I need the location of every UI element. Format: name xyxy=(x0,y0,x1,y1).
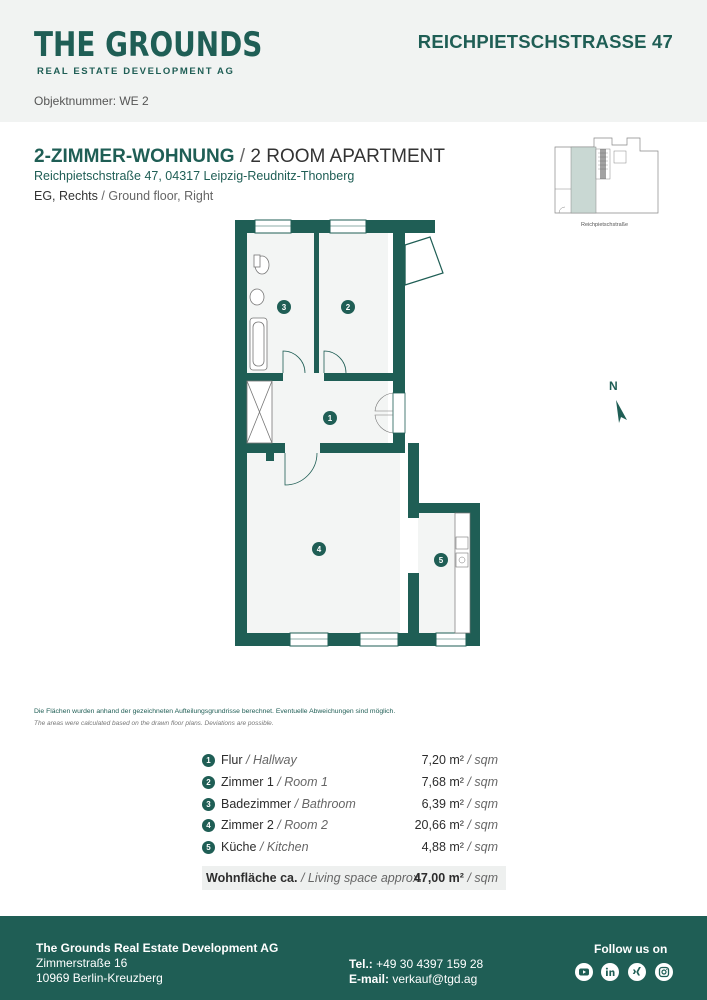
total-area-unit: / sqm xyxy=(463,871,498,885)
room-name-en: / Room 2 xyxy=(273,818,328,833)
email-address: verkauf@tgd.ag xyxy=(389,972,478,986)
room-name-en: / Bathroom xyxy=(291,796,356,811)
company-logo: THE GROUNDS xyxy=(34,25,263,65)
unit-address: Reichpietschstraße 47, 04317 Leipzig-Reudnitz-Thonberg xyxy=(34,169,355,183)
plan-marker-3: 3 xyxy=(281,303,287,312)
plan-marker-1: 1 xyxy=(327,414,333,423)
room-area-unit: / sqm xyxy=(463,796,498,811)
phone-number: +49 30 4397 159 28 xyxy=(372,957,484,971)
room-area xyxy=(422,775,498,789)
total-label xyxy=(206,871,423,885)
plan-floor-living xyxy=(244,443,400,635)
room-area xyxy=(422,797,498,811)
room-name-de: Badezimmer xyxy=(221,796,292,811)
page-footer xyxy=(0,916,707,1000)
room-name xyxy=(221,753,297,767)
total-label-en: / Living space approx. xyxy=(297,871,423,885)
room-number-badge: 3 xyxy=(202,798,215,811)
floor-plan xyxy=(230,215,490,655)
room-area xyxy=(422,753,498,767)
follow-us-label: Follow us on xyxy=(594,942,668,956)
unit-floor-en: / Ground floor, Right xyxy=(97,189,214,203)
room-row xyxy=(202,750,506,772)
page-header xyxy=(0,0,707,122)
unit-floor xyxy=(34,189,213,203)
room-number-badge: 1 xyxy=(202,754,215,767)
company-logo-subtitle: REAL ESTATE DEVELOPMENT AG xyxy=(37,66,235,77)
room-row xyxy=(202,794,506,816)
plan-marker-4: 4 xyxy=(316,545,322,554)
compass-arrow-icon xyxy=(607,380,631,425)
room-name-de: Zimmer 1 xyxy=(221,774,274,789)
youtube-icon[interactable] xyxy=(575,963,593,981)
xing-icon[interactable] xyxy=(628,963,646,981)
footer-phone[interactable] xyxy=(349,957,483,971)
footer-company: The Grounds Real Estate Development AG xyxy=(36,941,279,955)
room-area-unit: / sqm xyxy=(463,840,498,855)
room-name-de: Zimmer 2 xyxy=(221,818,274,833)
object-number: Objektnummer: WE 2 xyxy=(34,94,149,108)
room-row xyxy=(202,772,506,794)
room-row xyxy=(202,815,506,837)
room-name-en: / Kitchen xyxy=(256,840,309,855)
room-name-de: Flur xyxy=(221,753,243,767)
room-area-value: 20,66 m² xyxy=(414,818,464,833)
room-area-unit: / sqm xyxy=(463,818,498,833)
unit-title-en: 2 ROOM APARTMENT xyxy=(250,146,445,167)
room-area-value: 6,39 m² xyxy=(421,796,464,811)
key-plan xyxy=(554,137,659,215)
room-area-value: 7,20 m² xyxy=(421,753,464,767)
footer-email[interactable] xyxy=(349,972,477,986)
room-name-en: / Hallway xyxy=(242,753,297,767)
street-heading: REICHPIETSCHSTRASSE 47 xyxy=(417,31,673,52)
room-area xyxy=(422,840,498,854)
compass-north-label: N xyxy=(609,379,618,393)
living-space-total xyxy=(202,866,506,890)
email-label: E-mail: xyxy=(349,972,390,986)
area-note-en: The areas were calculated based on the drawn floor plans. Deviations are possible. xyxy=(34,720,274,727)
total-area-value: 47,00 m² xyxy=(413,871,464,885)
room-name xyxy=(221,840,309,854)
plan-marker-5: 5 xyxy=(438,556,444,565)
room-number-badge: 2 xyxy=(202,776,215,789)
room-name-de: Küche xyxy=(221,840,257,855)
room-area-table xyxy=(202,750,506,859)
room-name xyxy=(221,797,356,811)
unit-floor-de: EG, Rechts xyxy=(34,189,98,203)
phone-label: Tel.: xyxy=(349,957,373,971)
room-number-badge: 5 xyxy=(202,841,215,854)
unit-title-de: 2-ZIMMER-WOHNUNG xyxy=(34,146,235,167)
footer-city: 10969 Berlin-Kreuzberg xyxy=(36,971,163,985)
room-area xyxy=(415,818,498,832)
instagram-icon[interactable] xyxy=(655,963,673,981)
room-area-unit: / sqm xyxy=(463,774,498,789)
room-name-en: / Room 1 xyxy=(273,774,328,789)
room-area-unit: / sqm xyxy=(463,753,498,767)
unit-title-separator: / xyxy=(234,146,251,167)
room-area-value: 4,88 m² xyxy=(421,840,464,855)
footer-street: Zimmerstraße 16 xyxy=(36,956,128,970)
room-name xyxy=(221,818,328,832)
room-row xyxy=(202,837,506,859)
room-name xyxy=(221,775,328,789)
unit-title xyxy=(34,146,445,168)
area-note-de: Die Flächen wurden anhand der gezeichneten Aufteilungsgrundrisse berechnet. Eventuelle Abweichungen sind möglich. xyxy=(34,708,396,715)
room-number-badge: 4 xyxy=(202,819,215,832)
room-area-value: 7,68 m² xyxy=(421,774,464,789)
total-label-de: Wohnfläche ca. xyxy=(206,871,298,885)
plan-marker-2: 2 xyxy=(345,303,351,312)
linkedin-icon[interactable] xyxy=(601,963,619,981)
total-area xyxy=(414,871,498,885)
key-plan-label: Reichpietschstraße xyxy=(581,222,629,228)
